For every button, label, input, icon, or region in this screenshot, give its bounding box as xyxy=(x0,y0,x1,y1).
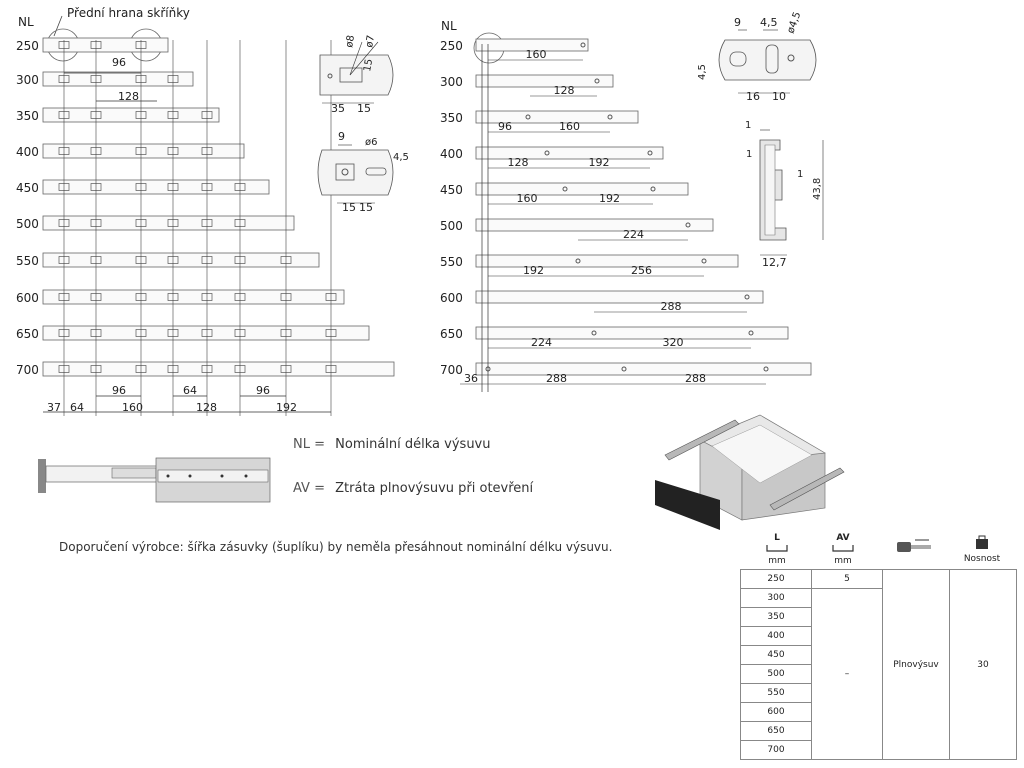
legend-av xyxy=(293,481,533,496)
right-rail-row xyxy=(440,111,638,133)
left-rail xyxy=(43,326,369,340)
right-nl-label: 500 xyxy=(440,219,463,233)
right-dim-label: 288 xyxy=(546,372,567,385)
detail-2 xyxy=(318,130,409,214)
weight-icon xyxy=(974,535,990,551)
detail3-dim: 4,5 xyxy=(697,64,708,80)
left-bottom-dim: 96 xyxy=(256,384,270,397)
right-dim-label: 288 xyxy=(660,300,682,313)
left-rail-row xyxy=(16,290,344,305)
right-rail xyxy=(476,75,613,87)
left-rail-row xyxy=(16,144,244,159)
legend-av-text: Ztráta plnovýsuvu při otevření xyxy=(335,481,534,496)
detail2-dim: 9 xyxy=(338,130,345,143)
left-rail xyxy=(43,38,168,52)
right-nl-label: 250 xyxy=(440,39,463,53)
left-bottom-dim: 192 xyxy=(276,401,297,414)
right-nl-header: NL xyxy=(441,19,457,33)
right-dim-label: 224 xyxy=(531,336,552,349)
spec-table xyxy=(740,569,1017,760)
right-rail xyxy=(476,291,763,303)
right-rail xyxy=(476,219,713,231)
detail3-dim: 16 xyxy=(746,90,760,103)
header-type xyxy=(895,538,935,557)
profile-dim: 1 xyxy=(746,149,753,160)
type-cell: Plnovýsuv xyxy=(883,570,950,760)
profile-dim: 1 xyxy=(745,120,752,131)
right-dim-label: 128 xyxy=(507,156,529,169)
left-nl-header: NL xyxy=(18,15,34,29)
left-nl-label: 250 xyxy=(16,39,39,53)
detail2-dim: ø6 xyxy=(365,137,378,148)
length-cell: 500 xyxy=(741,665,812,684)
left-nl-label: 700 xyxy=(16,363,39,377)
legend-nl-key: NL = xyxy=(293,437,325,452)
left-dim-96: 96 xyxy=(112,56,126,69)
right-dim-label: 160 xyxy=(525,48,547,61)
right-dim-label: 128 xyxy=(553,84,575,97)
detail1-dim: 35 xyxy=(331,102,345,115)
left-rail xyxy=(43,290,344,304)
header-av xyxy=(828,533,858,566)
right-dim-label: 192 xyxy=(523,264,544,277)
detail2-dim: 15 xyxy=(342,201,356,214)
rail-profile xyxy=(745,120,823,269)
right-dim-label: 192 xyxy=(588,156,610,169)
length-unit: mm xyxy=(768,556,786,566)
detail3-dim: 4,5 xyxy=(760,16,778,29)
av-unit: mm xyxy=(834,556,852,566)
left-bottom-dim: 160 xyxy=(122,401,143,414)
left-nl-label: 650 xyxy=(16,327,39,341)
left-rail xyxy=(43,72,193,86)
av-icon xyxy=(831,543,855,553)
length-cell: 350 xyxy=(741,608,812,627)
right-rail-row xyxy=(440,363,811,385)
left-rail-row xyxy=(16,362,394,377)
right-nl-label: 600 xyxy=(440,291,463,305)
right-rail-row xyxy=(440,183,688,205)
left-rail-row xyxy=(16,326,369,341)
left-bottom-dim: 64 xyxy=(70,401,84,414)
right-nl-label: 350 xyxy=(440,111,463,125)
right-rail xyxy=(476,327,788,339)
detail1-dim: 15 xyxy=(362,58,376,73)
length-cell: 300 xyxy=(741,589,812,608)
right-rail xyxy=(476,147,663,159)
left-nl-label: 400 xyxy=(16,145,39,159)
left-rail xyxy=(43,362,394,376)
load-label: Nosnost xyxy=(963,554,1001,564)
length-cell: 450 xyxy=(741,646,812,665)
right-dim-label: 192 xyxy=(599,192,620,205)
length-cell: 550 xyxy=(741,684,812,703)
left-nl-label: 550 xyxy=(16,254,39,268)
right-rail xyxy=(476,255,738,267)
left-nl-label: 350 xyxy=(16,109,39,123)
left-rail-row xyxy=(16,108,219,123)
length-cell: 250 xyxy=(741,570,812,589)
left-bottom-dim: 96 xyxy=(112,384,126,397)
left-rail-row xyxy=(16,72,193,87)
right-rail-row xyxy=(440,327,788,349)
length-label: L xyxy=(774,533,780,543)
length-cell: 600 xyxy=(741,703,812,722)
left-rail xyxy=(43,144,244,158)
profile-dim: 43,8 xyxy=(812,177,823,200)
length-cell: 400 xyxy=(741,627,812,646)
left-rail-row xyxy=(16,253,319,268)
left-bottom-dim: 128 xyxy=(196,401,217,414)
right-rail xyxy=(476,363,811,375)
left-rail-row xyxy=(16,216,294,231)
length-cell: 650 xyxy=(741,722,812,741)
av-cell: – xyxy=(812,589,883,760)
left-nl-label: 450 xyxy=(16,181,39,195)
left-bottom-dim: 64 xyxy=(183,384,197,397)
left-dim-128: 128 xyxy=(118,90,139,103)
right-nl-label: 650 xyxy=(440,327,463,341)
right-nl-label: 550 xyxy=(440,255,463,269)
right-nl-label: 400 xyxy=(440,147,463,161)
left-nl-label: 300 xyxy=(16,73,39,87)
detail-3 xyxy=(697,11,816,103)
detail3-dim: ø4,5 xyxy=(785,10,804,36)
load-cell: 30 xyxy=(950,570,1017,760)
profile-dim: 1 xyxy=(797,169,804,180)
detail1-dim: ø8 xyxy=(344,34,358,49)
length-cell: 700 xyxy=(741,741,812,760)
detail1-dim: 15 xyxy=(357,102,371,115)
slide-icon xyxy=(895,538,935,554)
left-rail xyxy=(43,216,294,230)
header-load xyxy=(962,535,1002,564)
av-cell: 5 xyxy=(812,570,883,589)
manufacturer-note: Doporučení výrobce: šířka zásuvky (šuplíku) by neměla přesáhnout nominální délku výsuvu. xyxy=(59,540,613,554)
drawer-illustration xyxy=(655,415,844,530)
legend-av-key: AV = xyxy=(293,481,325,496)
right-nl-label: 300 xyxy=(440,75,463,89)
right-rail-row xyxy=(440,147,663,169)
right-rail-row xyxy=(440,75,613,97)
detail2-dim: 15 xyxy=(359,201,373,214)
left-nl-label: 600 xyxy=(16,291,39,305)
detail3-dim: 9 xyxy=(734,16,741,29)
right-rail-row xyxy=(440,219,713,241)
right-dim-label: 160 xyxy=(516,192,538,205)
detail3-dim: 10 xyxy=(772,90,786,103)
left-rail-row xyxy=(16,38,168,53)
left-bottom-dim: 37 xyxy=(47,401,61,414)
right-dim-label: 36 xyxy=(464,372,478,385)
slide-side-view xyxy=(38,458,270,502)
right-rail-row xyxy=(440,255,738,277)
left-rail-row xyxy=(16,180,269,195)
right-dim-label: 160 xyxy=(559,120,580,133)
right-dim-label: 96 xyxy=(498,120,512,133)
right-dim-label: 320 xyxy=(662,336,684,349)
left-rail xyxy=(43,253,319,267)
right-dim-label: 256 xyxy=(631,264,652,277)
right-nl-label: 700 xyxy=(440,363,463,377)
left-rail xyxy=(43,108,219,122)
av-label: AV xyxy=(836,533,850,543)
right-rail-row xyxy=(440,39,588,61)
detail1-dim: ø7 xyxy=(364,34,378,49)
right-nl-label: 450 xyxy=(440,183,463,197)
right-rail-row xyxy=(440,291,763,313)
header-length xyxy=(762,533,792,566)
front-edge-callout: Přední hrana skříňky xyxy=(67,6,190,20)
length-icon xyxy=(765,543,789,553)
detail2-dim: 4,5 xyxy=(393,152,409,163)
right-dim-label: 288 xyxy=(685,372,706,385)
callout-leader xyxy=(54,16,62,36)
profile-dim: 12,7 xyxy=(762,256,787,269)
right-dim-label: 224 xyxy=(623,228,644,241)
table-row xyxy=(741,570,1017,589)
legend-nl-text: Nominální délka výsuvu xyxy=(335,437,491,452)
right-rail xyxy=(476,183,688,195)
legend-nl xyxy=(293,437,491,452)
left-nl-label: 500 xyxy=(16,217,39,231)
